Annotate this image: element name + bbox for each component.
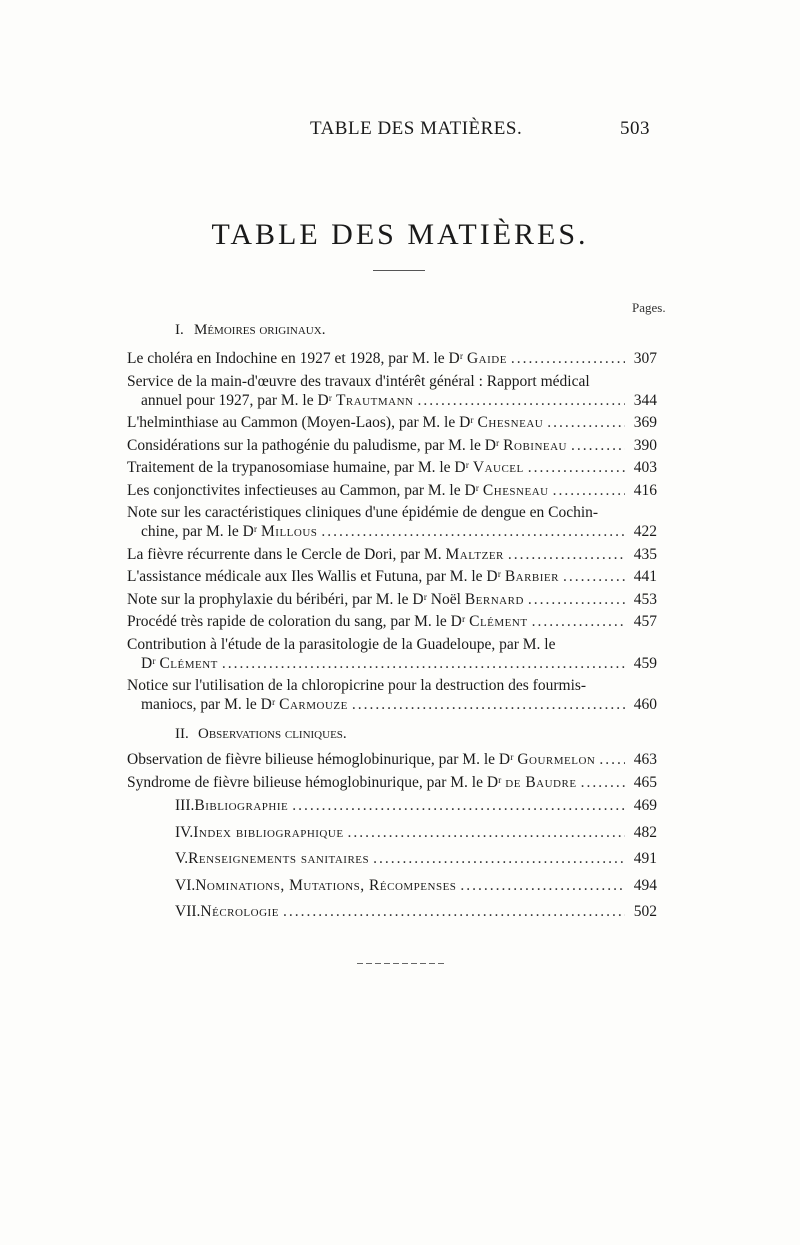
entry-line — [127, 522, 657, 541]
author-name: Vaucel — [472, 459, 524, 476]
dot-leader — [563, 567, 625, 586]
entry-page-number: 369 — [633, 414, 657, 431]
entry-page-number: 422 — [633, 523, 657, 540]
entry-page-number: 494 — [633, 876, 657, 894]
entry-text: Considérations sur la pathogénie du paludisme, par M. le Dʳ Robineau — [127, 436, 567, 454]
section-title: Observations cliniques. — [198, 726, 347, 742]
toc-entry — [127, 612, 657, 631]
toc-section-entry — [175, 796, 657, 815]
toc-entry — [127, 436, 657, 455]
dot-leader — [547, 413, 625, 432]
entry-text: Dʳ Clément — [141, 654, 218, 672]
dot-leader — [571, 436, 625, 455]
toc-section-entry — [175, 902, 657, 921]
entry-page-number: 441 — [633, 568, 657, 585]
entry-text: Notice sur l'utilisation de la chloropicrine pour la destruction des fourmis- — [127, 677, 587, 694]
dot-leader — [348, 823, 625, 842]
author-name: Robineau — [503, 436, 567, 454]
section-number: V. — [175, 850, 189, 867]
author-name: Carmouze — [279, 696, 348, 713]
section-number: II. — [175, 726, 189, 742]
entry-text: Service de la main-d'œuvre des travaux d'intérêt général : Rapport médical — [127, 372, 590, 390]
dot-leader — [222, 654, 625, 673]
entry-line — [127, 458, 657, 477]
entry-text: Le choléra en Indochine en 1927 et 1928, par M. le Dʳ Gaide — [127, 350, 507, 367]
dot-leader — [283, 902, 625, 921]
entry-text: chine, par M. le Dʳ Millous — [141, 523, 318, 540]
dot-leader — [599, 750, 625, 769]
section-number: VI. — [175, 876, 196, 894]
entry-line — [127, 773, 657, 792]
toc-section-entry — [175, 876, 657, 895]
dot-leader — [508, 545, 625, 564]
entry-line — [127, 545, 657, 564]
end-ornament — [357, 963, 447, 964]
section-title: Renseignements sanitaires — [188, 850, 370, 867]
author-name: Gaide — [466, 350, 507, 367]
entry-text: maniocs, par M. le Dʳ Carmouze — [141, 696, 348, 713]
section-title: Nominations, Mutations, Récompenses — [195, 876, 457, 894]
entry-line — [127, 436, 657, 455]
toc-entry — [127, 567, 657, 586]
toc-section-entry — [175, 823, 657, 842]
dot-leader — [532, 612, 625, 631]
section-number: IV. — [175, 823, 194, 841]
author-name: Clément — [469, 613, 528, 630]
entry-page-number: 344 — [633, 391, 657, 409]
toc-entry — [127, 773, 657, 792]
toc-entry — [127, 676, 657, 714]
page-number: 503 — [620, 118, 650, 139]
entry-page-number: 390 — [633, 436, 657, 454]
section-title: Index bibliographique — [193, 823, 344, 841]
entry-page-number: 469 — [633, 797, 657, 814]
dot-leader — [553, 481, 625, 500]
dot-leader — [528, 590, 625, 609]
section-title: Bibliographie — [194, 797, 289, 814]
toc-section-entry — [175, 849, 657, 868]
entry-text: Syndrome de fièvre bilieuse hémoglobinurique, par M. le Dʳ de Baudre — [127, 773, 577, 791]
toc-entry — [127, 458, 657, 477]
dot-leader — [528, 458, 625, 477]
dot-leader — [292, 796, 625, 815]
entry-page-number: 482 — [633, 823, 657, 841]
dot-leader — [373, 849, 625, 868]
section-title: Nécrologie — [200, 903, 279, 920]
toc-entry — [127, 481, 657, 500]
dot-leader — [321, 522, 625, 541]
entry-line — [127, 391, 657, 410]
entry-page-number: 457 — [633, 613, 657, 630]
entry-text: Observation de fièvre bilieuse hémoglobinurique, par M. le Dʳ Gourmelon — [127, 751, 596, 768]
author-name: Barbier — [504, 568, 559, 585]
entry-line — [127, 413, 657, 432]
author-name: Maltzer — [445, 545, 504, 563]
entry-line — [127, 750, 657, 769]
entry-text: Les conjonctivites infectieuses au Cammon, par M. le Dʳ Chesneau — [127, 481, 549, 499]
toc-entry — [127, 413, 657, 432]
entry-line — [127, 590, 657, 609]
entry-line — [127, 481, 657, 500]
section-number: III. — [175, 797, 195, 814]
entry-page-number: 460 — [633, 696, 657, 713]
entry-text: Procédé très rapide de coloration du sang, par M. le Dʳ Clément — [127, 613, 528, 630]
entry-line — [127, 695, 657, 714]
toc-entry — [127, 545, 657, 564]
section-number: I. — [175, 322, 184, 338]
entry-page-number: 435 — [633, 545, 657, 563]
entry-line — [127, 635, 657, 654]
section-title: Mémoires originaux. — [194, 322, 326, 338]
entry-page-number: 465 — [633, 773, 657, 791]
author-name: de Baudre — [505, 773, 577, 791]
entry-line — [127, 654, 657, 673]
toc-entry — [127, 349, 657, 368]
entry-line — [127, 372, 657, 391]
toc-entry — [127, 503, 657, 541]
entry-text: Note sur la prophylaxie du béribéri, par M. le Dʳ Noël Bernard — [127, 590, 524, 608]
author-name: Chesneau — [482, 481, 549, 499]
dot-leader — [581, 773, 625, 792]
title-divider — [373, 270, 425, 271]
toc-entry — [127, 590, 657, 609]
author-name: Millous — [261, 523, 318, 540]
author-name: Clément — [159, 654, 218, 672]
page-title: TABLE DES MATIÈRES. — [211, 218, 589, 251]
toc-entry — [127, 635, 657, 673]
entry-line — [127, 349, 657, 368]
entry-page-number: 463 — [633, 751, 657, 768]
section-number: VII. — [175, 903, 201, 920]
entry-line — [127, 503, 657, 522]
entry-text: Contribution à l'étude de la parasitologie de la Guadeloupe, par M. le — [127, 635, 556, 653]
entry-page-number: 502 — [633, 903, 657, 920]
dot-leader — [511, 349, 625, 368]
running-head-title: TABLE DES MATIÈRES. — [310, 118, 523, 139]
dot-leader — [460, 876, 625, 895]
running-head — [0, 118, 800, 148]
author-name: Trautmann — [335, 391, 414, 409]
toc-entry — [127, 750, 657, 769]
author-name: Bernard — [464, 590, 524, 608]
dot-leader — [352, 695, 625, 714]
pages-column-label: Pages. — [632, 300, 666, 315]
entry-page-number: 453 — [633, 590, 657, 608]
entry-page-number: 491 — [633, 850, 657, 867]
author-name: Gourmelon — [517, 751, 596, 768]
dot-leader — [417, 391, 625, 410]
author-name: Chesneau — [477, 414, 544, 431]
entry-text: annuel pour 1927, par M. le Dʳ Trautmann — [141, 391, 414, 409]
entry-text: L'helminthiase au Cammon (Moyen-Laos), par M. le Dʳ Chesneau — [127, 414, 544, 431]
entry-line — [127, 567, 657, 586]
entry-text: Traitement de la trypanosomiase humaine, par M. le Dʳ Vaucel — [127, 459, 524, 476]
toc-entry — [127, 372, 657, 410]
entry-line — [127, 676, 657, 695]
entry-page-number: 307 — [633, 350, 657, 367]
entry-text: Note sur les caractéristiques cliniques d'une épidémie de dengue en Cochin- — [127, 504, 599, 521]
entry-text: L'assistance médicale aux Iles Wallis et Futuna, par M. le Dʳ Barbier — [127, 568, 559, 585]
entry-line — [127, 612, 657, 631]
entry-page-number: 416 — [633, 481, 657, 499]
entry-text: La fièvre récurrente dans le Cercle de Dori, par M. Maltzer — [127, 545, 504, 563]
entry-page-number: 459 — [633, 654, 657, 672]
entry-page-number: 403 — [633, 459, 657, 476]
